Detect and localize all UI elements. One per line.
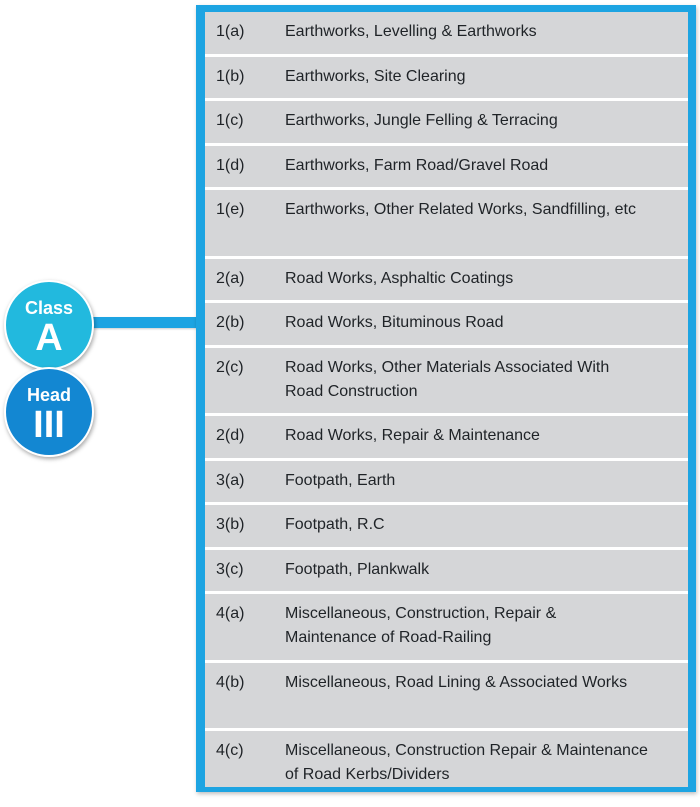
item-code: 1(a) xyxy=(216,23,245,40)
item-code: 4(c) xyxy=(216,742,244,759)
list-item xyxy=(205,461,688,503)
item-description: Footpath, Earth xyxy=(285,471,396,489)
list-item xyxy=(205,505,688,547)
category-list xyxy=(205,12,688,785)
item-code: 4(b) xyxy=(216,673,245,691)
item-description: Miscellaneous, Road Lining & Associated Works xyxy=(285,673,628,691)
item-code: 1(e) xyxy=(216,201,245,218)
item-code: 2(b) xyxy=(216,314,245,331)
item-description: Earthworks, Levelling & Earthworks xyxy=(285,23,537,40)
item-code: 3(b) xyxy=(216,516,245,533)
list-item xyxy=(205,101,688,143)
head-badge-value: III xyxy=(33,404,65,446)
category-panel xyxy=(196,5,696,792)
item-code: 2(c) xyxy=(216,358,244,376)
item-code: 1(b) xyxy=(216,67,245,85)
item-code: 3(c) xyxy=(216,560,244,578)
item-code: 1(c) xyxy=(216,112,244,129)
list-item xyxy=(205,550,688,592)
item-description: Miscellaneous, Construction, Repair & Maintenance of Road-Railing xyxy=(285,605,557,646)
list-item xyxy=(205,416,688,458)
item-description: Miscellaneous, Construction Repair & Maintenance of Road Kerbs/Dividers xyxy=(285,742,648,783)
head-badge-label: Head xyxy=(26,385,71,405)
list-item xyxy=(205,57,688,99)
class-badge xyxy=(4,280,94,370)
list-item xyxy=(205,663,688,729)
class-badge-label: Class xyxy=(24,298,74,318)
item-description: Road Works, Other Materials Associated With Road Construction xyxy=(285,358,610,400)
item-description: Earthworks, Site Clearing xyxy=(285,67,466,85)
item-description: Earthworks, Jungle Felling & Terracing xyxy=(285,112,558,129)
item-description: Earthworks, Farm Road/Gravel Road xyxy=(285,156,549,174)
item-description: Footpath, Plankwalk xyxy=(285,560,430,578)
item-code: 1(d) xyxy=(216,156,245,174)
list-item xyxy=(205,259,688,301)
item-description: Road Works, Asphaltic Coatings xyxy=(285,269,514,287)
badge-connector-line xyxy=(88,317,198,328)
list-item xyxy=(205,303,688,345)
head-badge xyxy=(4,367,94,457)
item-code: 3(a) xyxy=(216,471,245,489)
list-item xyxy=(205,190,688,256)
list-item xyxy=(205,348,688,414)
item-code: 2(a) xyxy=(216,269,245,287)
item-description: Road Works, Bituminous Road xyxy=(285,314,504,331)
list-item xyxy=(205,594,688,660)
item-description: Road Works, Repair & Maintenance xyxy=(285,427,540,444)
list-item xyxy=(205,731,688,787)
list-item xyxy=(205,12,688,54)
list-item xyxy=(205,146,688,188)
item-description: Earthworks, Other Related Works, Sandfilling, etc xyxy=(285,201,636,218)
item-code: 4(a) xyxy=(216,605,245,622)
item-code: 2(d) xyxy=(216,427,245,444)
class-badge-value: A xyxy=(35,317,63,359)
item-description: Footpath, R.C xyxy=(285,516,385,533)
